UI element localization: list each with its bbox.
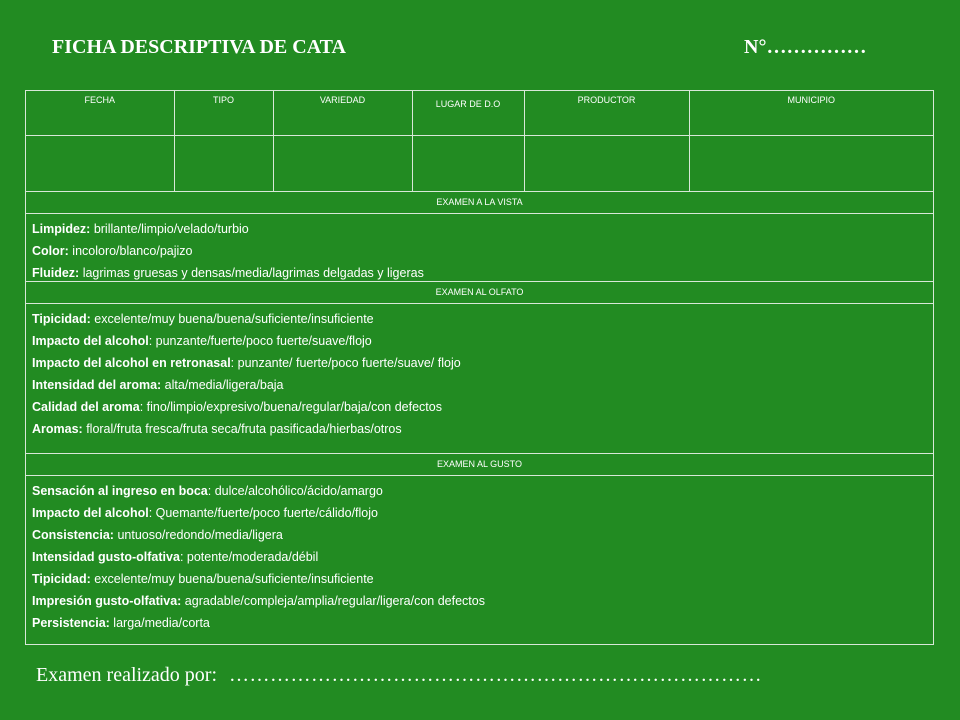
gusto-line: Intensidad gusto-olfativa: potente/moderada/débil <box>32 550 319 564</box>
tipo-cell[interactable] <box>174 135 273 191</box>
olfato-line: Tipicidad: excelente/muy buena/buena/suficiente/insuficiente <box>32 312 374 326</box>
tasting-sheet <box>25 90 934 645</box>
sheet-number: N°…………… <box>744 36 867 58</box>
vista-line: Limpidez: brillante/limpio/velado/turbio <box>32 222 249 236</box>
vista-line: Fluidez: lagrimas gruesas y densas/media/lagrimas delgadas y ligeras <box>32 266 424 280</box>
section-body-vista <box>26 213 933 281</box>
column-header-municipio: MUNICIPIO <box>689 91 933 135</box>
vista-line: Color: incoloro/blanco/pajizo <box>32 244 193 258</box>
gusto-line: Sensación al ingreso en boca: dulce/alcohólico/ácido/amargo <box>32 484 383 498</box>
gusto-line: Consistencia: untuoso/redondo/media/ligera <box>32 528 283 542</box>
olfato-line: Calidad del aroma: fino/limpio/expresivo/buena/regular/baja/con defectos <box>32 400 442 414</box>
examiner-signature-field[interactable]: …………………………………………………………………… <box>229 664 763 686</box>
section-header-gusto: EXAMEN AL GUSTO <box>26 453 933 475</box>
info-table-header-row <box>26 91 933 135</box>
olfato-line: Aromas: floral/fruta fresca/fruta seca/fruta pasificada/hierbas/otros <box>32 422 402 436</box>
olfato-line: Impacto del alcohol: punzante/fuerte/poco fuerte/suave/flojo <box>32 334 372 348</box>
page-title: FICHA DESCRIPTIVA DE CATA <box>52 36 346 58</box>
section-header-vista: EXAMEN A LA VISTA <box>26 191 933 213</box>
lugar-cell[interactable] <box>412 135 524 191</box>
gusto-line: Tipicidad: excelente/muy buena/buena/suficiente/insuficiente <box>32 572 374 586</box>
municipio-cell[interactable] <box>689 135 933 191</box>
gusto-line: Impresión gusto-olfativa: agradable/compleja/amplia/regular/ligera/con defectos <box>32 594 485 608</box>
column-header-tipo: TIPO <box>174 91 273 135</box>
fecha-cell[interactable] <box>26 135 174 191</box>
examiner-label: Examen realizado por: <box>36 664 218 686</box>
examiner-line <box>36 664 762 687</box>
info-table <box>26 91 933 191</box>
section-header-olfato: EXAMEN AL OLFATO <box>26 281 933 303</box>
column-header-lugar: LUGAR DE D.O <box>412 91 524 135</box>
productor-cell[interactable] <box>524 135 689 191</box>
column-header-productor: PRODUCTOR <box>524 91 689 135</box>
column-header-variedad: VARIEDAD <box>273 91 412 135</box>
variedad-cell[interactable] <box>273 135 412 191</box>
section-body-olfato <box>26 303 933 453</box>
olfato-line: Intensidad del aroma: alta/media/ligera/baja <box>32 378 284 392</box>
column-header-fecha: FECHA <box>26 91 174 135</box>
gusto-line: Persistencia: larga/media/corta <box>32 616 210 630</box>
gusto-line: Impacto del alcohol: Quemante/fuerte/poco fuerte/cálido/flojo <box>32 506 378 520</box>
section-body-gusto <box>26 475 933 644</box>
olfato-line: Impacto del alcohol en retronasal: punzante/ fuerte/poco fuerte/suave/ flojo <box>32 356 461 370</box>
info-table-input-row <box>26 135 933 191</box>
